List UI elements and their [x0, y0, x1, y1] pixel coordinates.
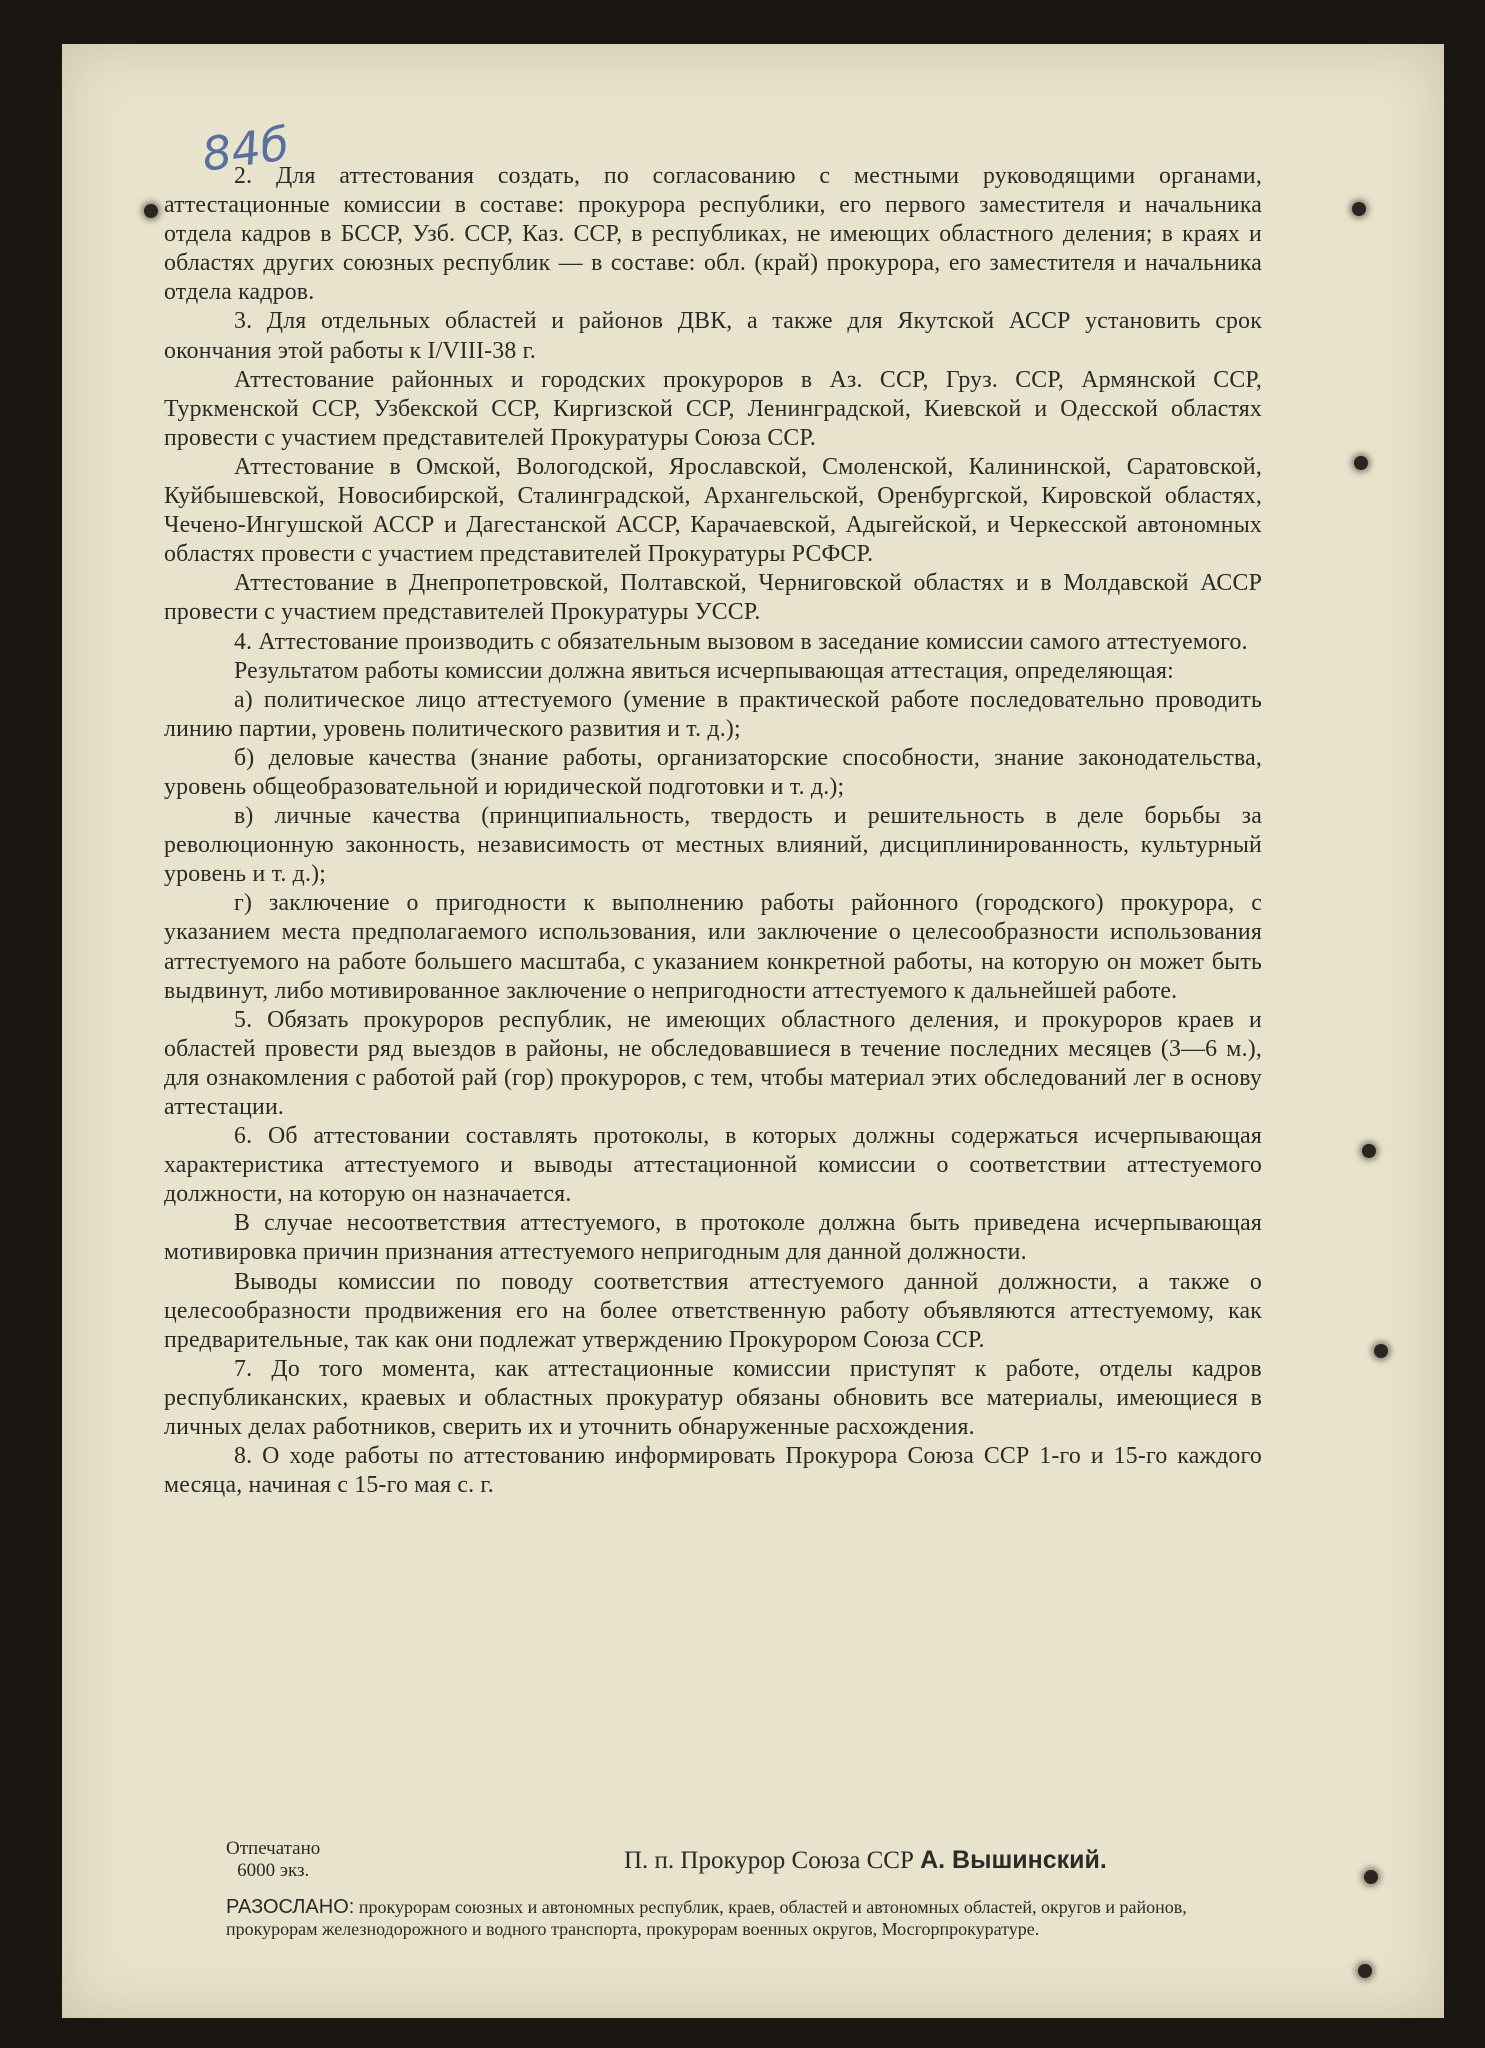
distribution-list	[226, 1896, 1256, 1940]
pin-hole	[1358, 1964, 1372, 1978]
signature-title: П. п. Прокурор Союза ССР	[624, 1847, 914, 1874]
paragraph: Аттестование в Омской, Вологодской, Ярославской, Смоленской, Калининской, Саратовской, Куйбышевской, Новосибирской, Сталинградской, Архангельской, Оренбургской, Кировской областях, Чечено-Ингушской АССР и Дагестанской АССР, Карачаевской, Адыгейской, и Черкесской автономных областях провести с участием представителей Прокуратуры РСФСР.	[164, 453, 1262, 568]
paragraph: 6. Об аттестовании составлять протоколы, в которых должны содержаться исчерпывающая характеристика аттестуемого и выводы аттестационной комиссии о соответствии аттестуемого должности, на которую он назначается.	[164, 1123, 1262, 1208]
pin-hole	[1354, 456, 1368, 470]
pin-hole	[144, 204, 158, 218]
pin-hole	[1374, 1344, 1388, 1358]
paragraph: а) политическое лицо аттестуемого (умение в практической работе последовательно проводить линию партии, уровень политического развития и т. д.);	[164, 686, 1262, 742]
paragraph: В случае несоответствия аттестуемого, в протоколе должна быть приведена исчерпывающая мотивировка причин признания аттестуемого непригодным для данной должности.	[164, 1210, 1262, 1266]
paragraph: Выводы комиссии по поводу соответствия аттестуемого данной должности, а также о целесообразности продвижения его на более ответственную работу объявляются аттестуемому, как предварительные, так как они подлежат утверждению Прокурором Союза ССР.	[164, 1268, 1262, 1353]
print-run-count: 6000 экз.	[237, 1860, 310, 1881]
paragraph: в) личные качества (принципиальность, твердость и решительность в деле борьбы за революционную законность, независимость от местных влияний, дисциплинированность, культурный уровень и т. д.);	[164, 803, 1262, 888]
distribution-label: РАЗОСЛАНО:	[226, 1896, 355, 1918]
document-body	[164, 162, 1262, 1500]
paragraph: г) заключение о пригодности к выполнению работы районного (городского) прокурора, с указанием места предполагаемого использования, или заключение о целесообразности использования аттестуемого на работе большего масштаба, с указанием конкретной работы, на которую он может быть выдвинут, либо мотивированное заключение о непригодности аттестуемого к дальнейшей работе.	[164, 890, 1262, 1004]
paragraph: Аттестование районных и городских прокуроров в Аз. ССР, Груз. ССР, Армянской ССР, Туркменской ССР, Узбекской ССР, Киргизской ССР, Ленинградской, Киевской и Одесской областях провести с участием представителей Прокуратуры Союза ССР.	[164, 366, 1262, 451]
paragraph: 3. Для отдельных областей и районов ДВК, а также для Якутской АССР установить срок окончания этой работы к I/VIII-38 г.	[164, 308, 1262, 364]
signature-line	[624, 1846, 1107, 1875]
archive-page-number: 84б	[198, 116, 293, 182]
paragraph: Результатом работы комиссии должна явиться исчерпывающая аттестация, определяющая:	[234, 657, 1174, 684]
paragraph: 4. Аттестование производить с обязательным вызовом в заседание комиссии самого аттестуемого.	[234, 628, 1248, 655]
paragraph: б) деловые качества (знание работы, организаторские способности, знание законодательства, уровень общеобразовательной и юридической подготовки и т. д.);	[164, 744, 1262, 800]
signature-name: А. Вышинский.	[920, 1846, 1107, 1874]
pin-hole	[1364, 1870, 1378, 1884]
print-run-label: Отпечатано	[226, 1838, 321, 1859]
paragraph: 7. До того момента, как аттестационные комиссии приступят к работе, отделы кадров республиканских, краевых и областных прокуратур обязаны обновить все материалы, имеющиеся в личных делах работников, сверить их и уточнить обнаруженные расхождения.	[164, 1355, 1262, 1441]
distribution-text: прокурорам союзных и автономных республик, краев, областей и автономных областей, округов и районов, прокурорам железнодорожного и водного транспорта, прокурорам военных округов, Мосгорпрокуратуре.	[226, 1897, 1187, 1939]
pin-hole	[1352, 202, 1366, 216]
paragraph: 8. О ходе работы по аттестованию информировать Прокурора Союза ССР 1-го и 15-го каждого месяца, начиная с 15-го мая с. г.	[164, 1443, 1262, 1499]
paragraph: 5. Обязать прокуроров республик, не имеющих областного деления, и прокуроров краев и областей провести ряд выездов в районы, не обследовавшиеся в течение последних месяцев (3—6 м.), для ознакомления с работой рай (гор) прокуроров, с тем, чтобы материал этих обследований лег в основу аттестации.	[164, 1006, 1262, 1120]
paragraph: Аттестование в Днепропетровской, Полтавской, Черниговской областях и в Молдавской АССР провести с участием представителей Прокуратуры УССР.	[164, 570, 1262, 626]
pin-hole	[1362, 1144, 1376, 1158]
paragraph: 2. Для аттестования создать, по согласованию с местными руководящими органами, аттестационные комиссии в составе: прокурора республики, его первого заместителя и начальника отдела кадров в БССР, Узб. ССР, Каз. ССР, в республиках, не имеющих областного деления; в краях и областях других союзных республик — в составе: обл. (край) прокурора, его заместителя и начальника отдела кадров.	[164, 163, 1262, 306]
print-run-note	[226, 1838, 320, 1882]
